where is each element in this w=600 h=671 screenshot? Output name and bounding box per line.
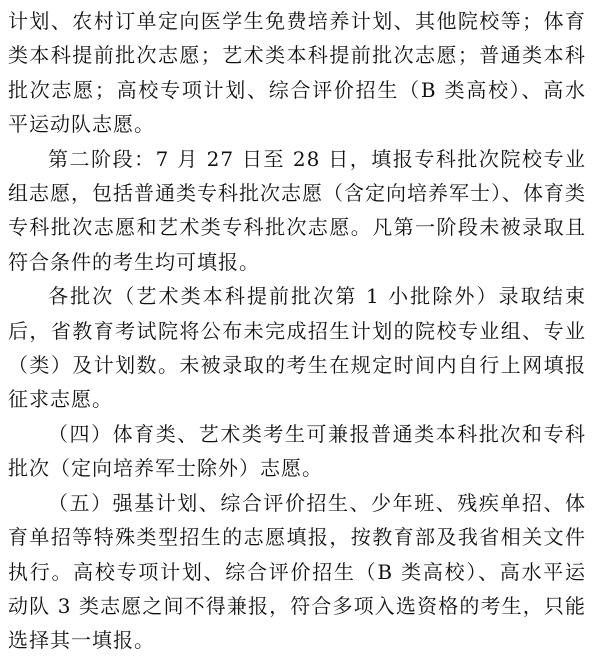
paragraph-second-stage: 第二阶段：7 月 27 日至 28 日，填报专科批次院校专业组志愿，包括普通类专科批次志愿（含定向培养军士）、体育类专科批次志愿和艺术类专科批次志愿。凡第一阶段未被录取且符合条件的考生均可填报。 <box>8 146 586 274</box>
paragraph-section-five: （五）强基计划、综合评价招生、少年班、残疾单招、体育单招等特殊类型招生的志愿填报，按教育部及我省相关文件执行。高校专项计划、综合评价招生（B 类高校）、高水平运动队 3 类志愿之间不得兼报，符合多项入选资格的考生，只能选择其一填报。 <box>8 490 586 653</box>
paragraph-section-four: （四）体育类、艺术类考生可兼报普通类本科批次和专科批次（定向培养军士除外）志愿。 <box>8 421 586 481</box>
paragraph-application-batches: 计划、农村订单定向医学生免费培养计划、其他院校等；体育类本科提前批次志愿；艺术类本科提前批次志愿；普通类本科批次志愿；高校专项计划、综合评价招生（B 类高校）、高水平运动队志愿。 <box>8 9 586 137</box>
paragraph-solicitation-volunteers: 各批次（艺术类本科提前批次第 1 小批除外）录取结束后，省教育考试院将公布未完成招生计划的院校专业组、专业（类）及计划数。未被录取的考生在规定时间内自行上网填报征求志愿。 <box>8 284 586 412</box>
